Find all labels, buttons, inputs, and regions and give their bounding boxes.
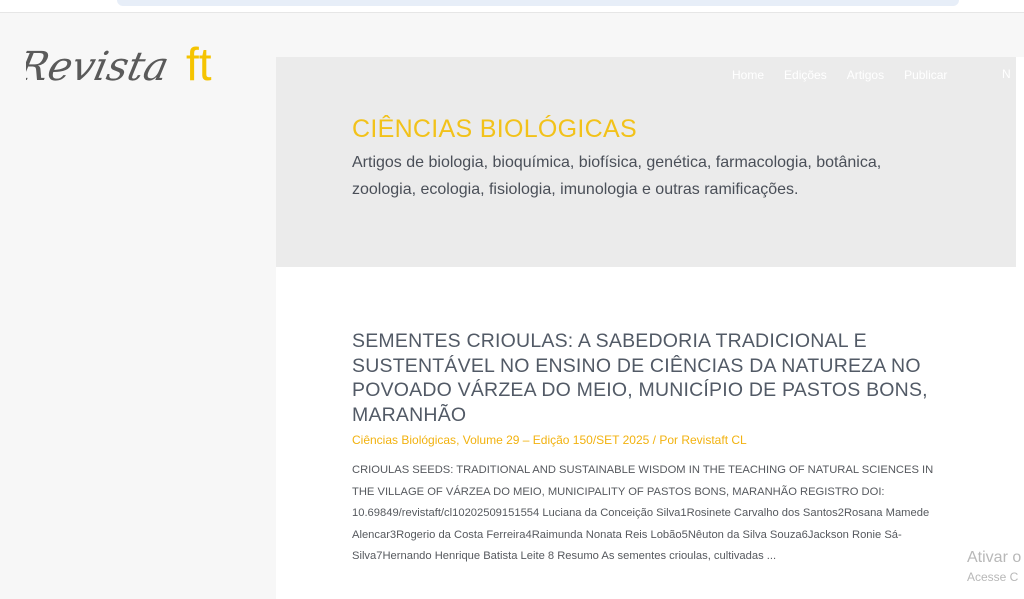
category-title: CIÊNCIAS BIOLÓGICAS [352,115,637,143]
post-issue-link[interactable]: Volume 29 – Edição 150/SET 2025 [462,433,650,447]
post-author-link[interactable]: Revistaft CL [681,433,747,447]
logo-accent-text: ft [186,38,212,90]
windows-activation-watermark [967,548,1021,586]
nav-artigos[interactable]: Artigos [846,68,885,82]
nav-edicoes[interactable]: Edições [784,68,827,82]
browser-top-bar [0,0,1024,13]
post-category-link[interactable]: Ciências Biológicas [352,433,457,447]
address-bar-edge[interactable] [117,0,959,6]
post-title-link[interactable]: SEMENTES CRIOULAS: A SABEDORIA TRADICIONAL E SUSTENTÁVEL NO ENSINO DE CIÊNCIAS DA NATUREZA NO POVOADO VÁRZEA DO MEIO, MUNICÍPIO DE PASTOS BONS, MARANHÃO [352,330,928,426]
site-logo[interactable] [26,22,256,98]
category-description: Artigos de biologia, bioquímica, biofísica, genética, farmacologia, botânica, zoologia, ecologia, fisiologia, imunologia e outras ramificações. [352,154,882,198]
logo-script-text: Revista [26,42,174,90]
category-header [276,57,1016,267]
watermark-subtitle: Acesse C [967,570,1019,584]
logo-graphic [26,22,256,98]
meta-separator: , [456,433,463,447]
post-meta [352,433,747,447]
content-panel [276,57,1024,599]
nav-home[interactable]: Home [732,68,765,82]
nav-overflow-item[interactable]: N [1002,67,1011,81]
watermark-title: Ativar o [967,549,1022,566]
meta-author-prefix: / Por [649,433,682,447]
post-excerpt: CRIOULAS SEEDS: TRADITIONAL AND SUSTAINABLE WISDOM IN THE TEACHING OF NATURAL SCIENCES IN THE VILLAGE OF VÁRZEA DO MEIO, MUNICIPALITY OF PASTOS BONS, MARANHÃO REGISTRO DOI: 10.69849/revistaft/cl10202509151554 Luciana da Conceição Silva1Rosinete Carvalho dos Santos2Rosana Mamede Alencar3Rogerio da Costa Ferreira4Raimunda Nonata Reis Lobão5Nêuton da Silva Souza6Jackson Ronie Sá-Silva7Hernando Henrique Batista Leite 8 Resumo As sementes crioulas, cultivadas ... [352,464,934,562]
nav-publicar[interactable]: Publicar [904,68,948,82]
main-nav [722,67,957,83]
